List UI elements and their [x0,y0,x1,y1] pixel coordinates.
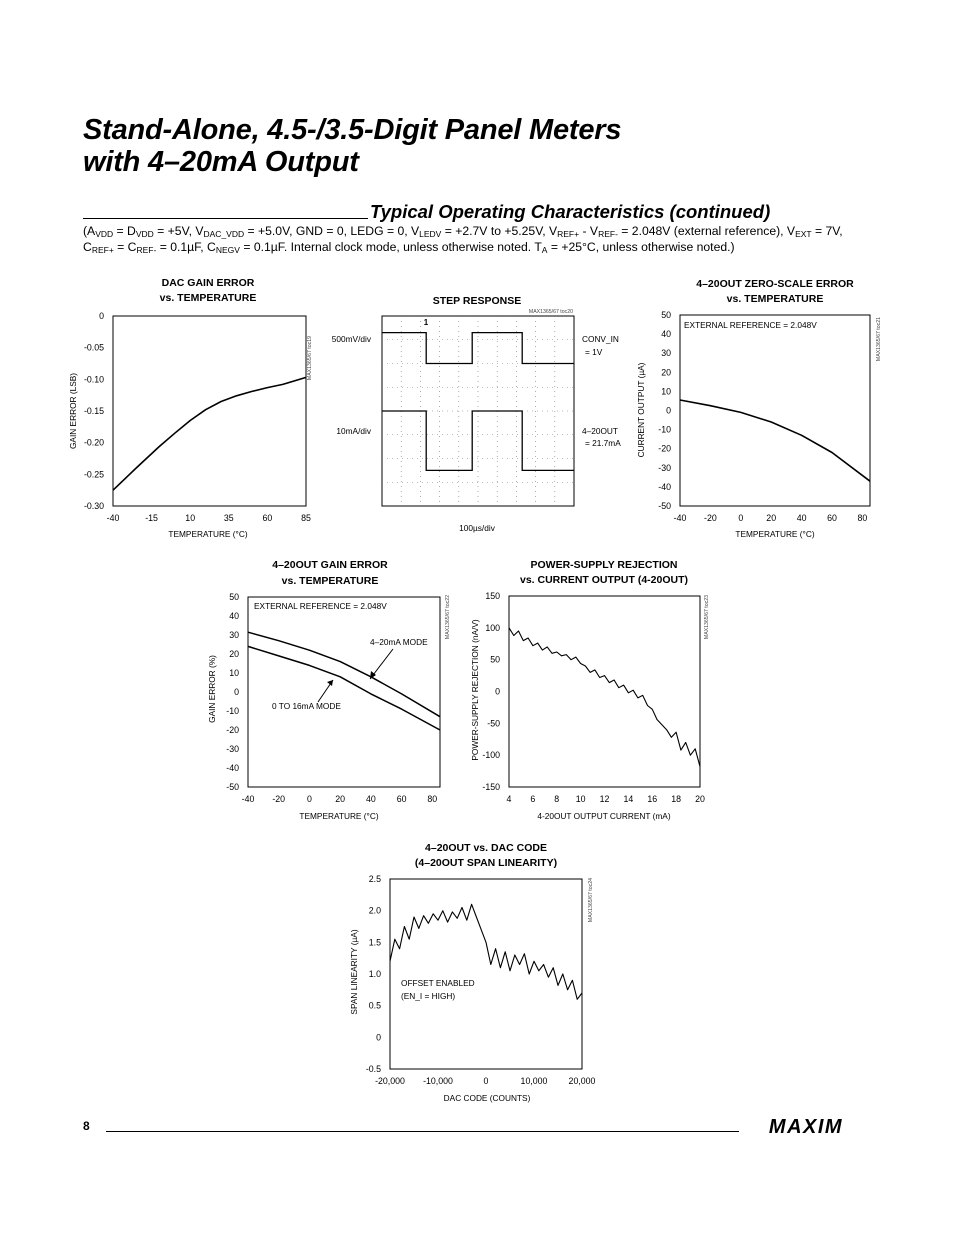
y-tick-label: 30 [661,348,671,359]
x-tick-label: 40 [796,513,807,523]
maxim-logo [752,1116,860,1136]
chart-dac-gain-error [60,270,330,550]
series-line-2 [248,646,440,730]
x-axis-label: TEMPERATURE (°C) [299,811,379,821]
x-tick-label: 35 [223,513,234,523]
x-tick-label: -20 [272,794,286,804]
y-tick-label: 0 [99,311,104,321]
y-tick-label: -40 [226,763,239,773]
y-tick-label: -50 [226,782,239,792]
plot-frame [390,879,582,1069]
chart-title: 4–20OUT vs. DAC CODE [425,842,547,854]
y-tick-label: 0 [666,405,671,416]
chart-annotation: OFFSET ENABLED [401,978,475,988]
title-line-1: Stand-Alone, 4.5-/3.5-Digit Panel Meters [83,114,622,146]
y-tick-label: 50 [661,310,671,320]
x-tick-label: 0 [738,513,744,523]
footer-rule [106,1131,739,1132]
trace-1 [382,333,574,364]
x-tick-label: 6 [530,794,536,804]
series-label-0-16ma: 0 TO 16mA MODE [272,701,341,711]
y-axis-label: POWER-SUPPLY REJECTION (nA/V) [470,619,480,761]
series-line-1 [509,628,700,767]
x-tick-label: 0 [306,794,312,804]
channel-2-scale: 10mA/div [336,426,371,436]
y-tick-label: -0.05 [83,342,104,353]
chart-title: 4–20OUT GAIN ERROR [272,559,388,571]
y-tick-label: -100 [482,750,500,761]
y-tick-label: -0.15 [83,406,104,416]
series-line-1 [680,400,870,481]
document-title [83,114,621,178]
chart-annotation: (EN_I = HIGH) [401,991,456,1001]
y-tick-label: 0 [495,686,500,697]
series-label-4-20ma: 4–20mA MODE [370,637,428,647]
x-tick-label: -40 [106,513,120,523]
chart-step-response [320,285,630,540]
y-tick-label: -40 [658,481,671,492]
chart-annotation: EXTERNAL REFERENCE = 2.048V [254,601,387,611]
x-tick-label: 12 [599,794,610,804]
x-tick-label: 60 [262,513,273,523]
x-axis-label: 4-20OUT OUTPUT CURRENT (mA) [537,811,671,821]
x-tick-label: -40 [241,794,255,804]
y-tick-label: 20 [229,649,239,659]
plot-frame [113,316,306,506]
chart-title: 4–20OUT ZERO-SCALE ERROR [696,278,854,290]
section-title: Typical Operating Characteristics (continued) [370,201,771,222]
chart-span-linearity [340,838,615,1108]
channel-1-label: CONV_IN [582,334,619,344]
x-tick-label: 20 [335,794,346,804]
x-axis-label: TEMPERATURE (°C) [168,529,248,539]
x-tick-label: 60 [396,794,407,804]
chart-title: (4–20OUT SPAN LINEARITY) [414,857,558,869]
page-number: 8 [83,1119,90,1133]
x-tick-label: 8 [554,794,560,804]
logo-text: MAXIM [768,1116,844,1136]
x-tick-label: 40 [365,794,376,804]
x-tick-label: 20 [695,794,705,804]
y-tick-label: -50 [658,501,671,511]
channel-1-scale: 500mV/div [331,334,371,344]
x-tick-label: -10,000 [423,1076,453,1086]
plot-frame [680,315,870,506]
test-conditions: ($A_{VDD} = D_{VDD} = +5V$, $V_{DAC\_VDD} = +5.0V$, GND = 0, LEDG = 0, $V_{LEDV} = +2.7V$ to +5.25V, $V_{REF+} - V_{REF-} = 2.048V$ (external reference), $V_{EXT} = 7V$, $C_{REF+} = C_{REF-} = 0.1\mu F$, $C_{NEGV} = 0.1\mu F$. Internal clock mode, unless otherwise noted. $T_A = +25^\circ C$, unless otherwise noted.) [83,224,843,255]
y-tick-label: -0.5 [365,1064,381,1074]
y-tick-label: 0.5 [368,1000,381,1011]
trigger-marker: 1 [423,318,429,327]
y-tick-label: 20 [661,367,671,378]
y-tick-label: -20 [226,725,239,735]
plot-frame [248,597,440,787]
chart-title: vs. TEMPERATURE [726,293,824,305]
x-tick-label: 85 [301,513,311,523]
section-rule [83,218,368,219]
y-tick-label: 100 [485,622,500,633]
figure-code: MAX1365/67 toc20 [528,309,573,315]
chart-title: vs. CURRENT OUTPUT (4-20OUT) [519,574,689,586]
y-axis-label: GAIN ERROR (LSB) [68,372,78,450]
figure-code: MAX1365/67 toc23 [704,595,710,640]
y-axis-label: SPAN LINEARITY (µA) [349,929,359,1015]
y-tick-label: 1.0 [368,969,381,979]
chart-title: vs. TEMPERATURE [159,292,257,304]
y-tick-label: 0 [234,687,239,697]
x-tick-label: -20,000 [375,1076,405,1086]
x-tick-label: -15 [145,513,158,523]
channel-2-value: = 21.7mA [585,438,621,448]
y-axis-label: GAIN ERROR (%) [207,655,217,723]
y-tick-label: -30 [226,744,239,754]
y-tick-label: 0 [376,1032,381,1043]
chart-title: STEP RESPONSE [432,295,522,307]
plot-frame [509,596,700,787]
chart-title: POWER-SUPPLY REJECTION [530,559,678,571]
y-tick-label: -30 [658,462,671,473]
chart-4-20out-gain-error [200,555,465,830]
x-tick-label: 18 [671,794,682,804]
y-tick-label: 50 [490,654,500,665]
y-tick-label: 10 [229,668,239,678]
y-tick-label: -0.30 [83,501,104,511]
x-tick-label: 14 [623,794,634,804]
chart-annotation: EXTERNAL REFERENCE = 2.048V [684,320,817,330]
y-tick-label: -150 [482,782,500,792]
x-tick-label: 20 [766,513,777,523]
x-tick-label: 10,000 [520,1076,548,1086]
x-tick-label: 10 [185,513,196,523]
y-tick-label: -20 [658,443,671,454]
y-tick-label: -10 [226,706,239,716]
series-line-1 [113,377,306,490]
x-tick-label: 80 [427,794,438,804]
channel-2-label: 4–20OUT [582,426,618,436]
x-axis-label: DAC CODE (COUNTS) [443,1093,531,1103]
y-tick-label: 40 [229,611,239,621]
y-tick-label: 40 [661,329,671,340]
channel-1-value: = 1V [585,347,603,357]
x-tick-label: 16 [647,794,658,804]
y-tick-label: -0.20 [83,437,104,448]
title-line-2: with 4–20mA Output [83,146,359,178]
x-axis-label: TEMPERATURE (°C) [735,529,815,539]
y-tick-label: 30 [229,630,239,640]
x-tick-label: -20 [704,513,717,523]
y-tick-label: 1.5 [368,937,381,948]
y-tick-label: 150 [485,591,500,601]
y-tick-label: -50 [487,718,500,729]
y-tick-label: -10 [658,424,671,435]
y-tick-label: 2.5 [368,874,381,884]
chart-title: DAC GAIN ERROR [161,277,255,289]
y-axis-label: CURRENT OUTPUT (µA) [636,362,646,458]
figure-code: MAX1365/67 toc22 [445,595,451,640]
y-tick-label: 2.0 [368,905,381,916]
x-tick-label: 10 [575,794,586,804]
chart-title: vs. TEMPERATURE [281,575,379,587]
figure-code: MAX1365/67 toc21 [876,317,882,362]
x-axis-label: 100µs/div [459,523,495,533]
y-tick-label: -0.25 [83,469,104,480]
chart-zero-scale-error [630,270,900,550]
x-tick-label: -40 [673,513,687,523]
y-tick-label: 50 [229,592,239,602]
chart-power-supply-rejection [465,555,735,830]
x-tick-label: 80 [857,513,868,523]
x-tick-label: 0 [483,1076,489,1086]
x-tick-label: 4 [506,794,512,804]
figure-code: MAX1365/67 toc19 [307,336,313,381]
figure-code: MAX1365/67 toc24 [588,878,594,923]
x-tick-label: 20,000 [568,1076,596,1086]
y-tick-label: -0.10 [83,374,104,385]
x-tick-label: 60 [827,513,837,523]
y-tick-label: 10 [661,386,671,397]
